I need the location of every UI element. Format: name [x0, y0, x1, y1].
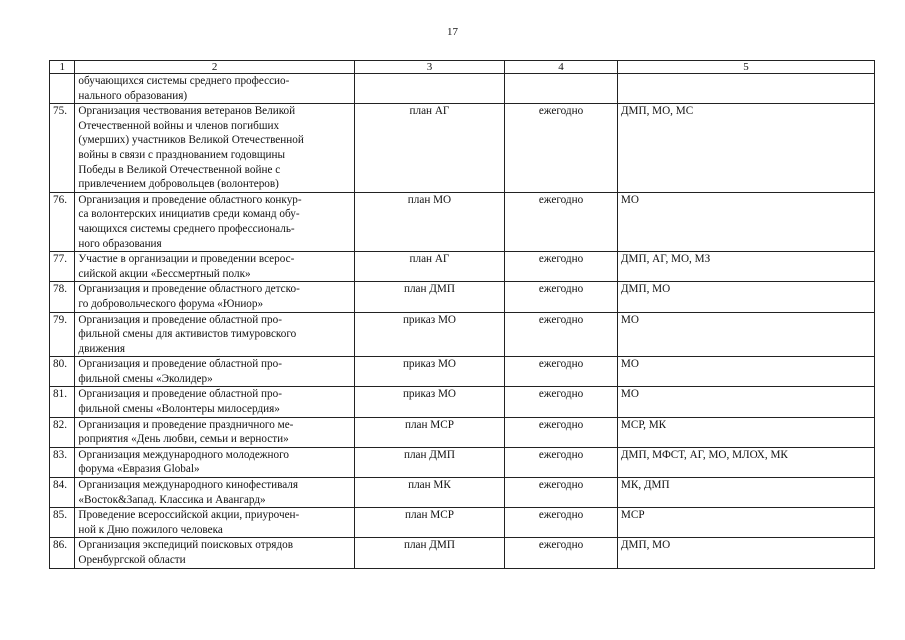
description-line: войны в связи с празднованием годовщины	[78, 148, 285, 161]
document-cell: план МК	[354, 478, 504, 508]
description-line: Оренбургской области	[78, 554, 186, 566]
column-number-header	[50, 61, 875, 74]
term-cell: ежегодно	[505, 282, 618, 312]
description-line: фильной смены «Волонтеры милосердия»	[78, 403, 280, 416]
executors-cell: ДМП, МФСТ, АГ, МО, МЛОХ, МК	[617, 447, 874, 477]
executors-cell: МСР	[617, 508, 874, 538]
row-number: 79.	[50, 312, 75, 357]
table-row	[50, 104, 875, 193]
description-line: Организация международного молодежного	[78, 448, 289, 461]
table-row	[50, 357, 875, 387]
table-row	[50, 312, 875, 357]
description-line: Организация и проведение праздничного ме-	[78, 418, 294, 431]
document-cell: план ДМП	[354, 282, 504, 312]
column-5-header: 5	[617, 61, 874, 74]
event-description	[75, 447, 354, 477]
event-description	[75, 538, 354, 568]
table-row	[50, 508, 875, 538]
event-description	[75, 357, 354, 387]
executors-cell: МК, ДМП	[617, 478, 874, 508]
description-line: ного образования	[78, 237, 162, 250]
table-row	[50, 252, 875, 282]
row-number: 84.	[50, 478, 75, 508]
description-line: Организация и проведение областного детско-	[78, 283, 300, 296]
description-line: чающихся системы среднего профессиональ-	[78, 222, 295, 235]
plan-table	[49, 60, 875, 569]
document-cell: приказ МО	[354, 387, 504, 417]
document-cell: план АГ	[354, 104, 504, 193]
event-description	[75, 312, 354, 357]
term-cell: ежегодно	[505, 417, 618, 447]
executors-cell: МО	[617, 387, 874, 417]
table-row	[50, 447, 875, 477]
executors-cell: МО	[617, 192, 874, 251]
table-row	[50, 192, 875, 251]
description-line: фильной смены для активистов тимуровского	[78, 328, 297, 341]
event-description	[75, 74, 354, 104]
row-number: 75.	[50, 104, 75, 193]
event-description	[75, 104, 354, 193]
table-row	[50, 387, 875, 417]
description-line: го добровольческого форума «Юниор»	[78, 297, 264, 310]
description-line: форума «Евразия Global»	[78, 463, 200, 476]
term-cell: ежегодно	[505, 312, 618, 357]
term-cell: ежегодно	[505, 252, 618, 282]
event-description	[75, 387, 354, 417]
column-3-header: 3	[354, 61, 504, 74]
document-cell: план МСР	[354, 508, 504, 538]
document-cell: план МО	[354, 192, 504, 251]
description-line: Организация и проведение областной про-	[78, 313, 282, 326]
description-line: Победы в Великой Отечественной войне с	[78, 163, 281, 176]
row-number	[50, 74, 75, 104]
description-line: нального образования)	[78, 89, 188, 102]
description-line: Организация международного кинофестиваля	[78, 479, 299, 492]
term-cell: ежегодно	[505, 387, 618, 417]
description-line: Организация и проведение областного конкур-	[78, 193, 302, 206]
document-cell: приказ МО	[354, 357, 504, 387]
executors-cell: ДМП, МО, МС	[617, 104, 874, 193]
description-line: (умерших) участников Великой Отечественной	[78, 134, 304, 147]
executors-cell: МСР, МК	[617, 417, 874, 447]
description-line: Организация и проведение областной про-	[78, 358, 282, 371]
term-cell: ежегодно	[505, 478, 618, 508]
table-row	[50, 417, 875, 447]
term-cell: ежегодно	[505, 538, 618, 568]
row-number: 83.	[50, 447, 75, 477]
document-cell: план АГ	[354, 252, 504, 282]
column-1-header: 1	[50, 61, 75, 74]
column-4-header: 4	[505, 61, 618, 74]
row-number: 78.	[50, 282, 75, 312]
executors-cell	[617, 74, 874, 104]
term-cell: ежегодно	[505, 104, 618, 193]
document-cell	[354, 74, 504, 104]
row-number: 77.	[50, 252, 75, 282]
description-line: движения	[78, 342, 126, 355]
term-cell: ежегодно	[505, 447, 618, 477]
description-line: Организация и проведение областной про-	[78, 388, 282, 401]
column-2-header: 2	[75, 61, 354, 74]
description-line: Организация экспедиций поисковых отрядов	[78, 539, 294, 552]
description-line: фильной смены «Эколидер»	[78, 372, 213, 385]
row-number: 81.	[50, 387, 75, 417]
row-number: 76.	[50, 192, 75, 251]
page-number: 17	[447, 26, 458, 38]
table-row	[50, 538, 875, 568]
event-description	[75, 478, 354, 508]
table-row	[50, 282, 875, 312]
document-cell: приказ МО	[354, 312, 504, 357]
event-description	[75, 508, 354, 538]
document-cell: план ДМП	[354, 538, 504, 568]
event-description	[75, 192, 354, 251]
executors-cell: МО	[617, 312, 874, 357]
event-description	[75, 252, 354, 282]
term-cell	[505, 74, 618, 104]
event-description	[75, 282, 354, 312]
document-cell: план ДМП	[354, 447, 504, 477]
executors-cell: ДМП, МО	[617, 282, 874, 312]
document-cell: план МСР	[354, 417, 504, 447]
executors-cell: ДМП, МО	[617, 538, 874, 568]
description-line: сийской акции «Бессмертный полк»	[78, 267, 251, 280]
description-line: привлечением добровольцев (волонтеров)	[78, 178, 279, 191]
description-line: Проведение всероссийской акции, приурочен-	[78, 509, 300, 522]
term-cell: ежегодно	[505, 192, 618, 251]
continuation-row	[50, 74, 875, 104]
row-number: 86.	[50, 538, 75, 568]
description-line: Участие в организации и проведении всерос-	[78, 253, 295, 266]
term-cell: ежегодно	[505, 357, 618, 387]
event-description	[75, 417, 354, 447]
description-line: обучающихся системы среднего профессио-	[78, 75, 290, 87]
description-line: ной к Дню пожилого человека	[78, 523, 223, 536]
table-row	[50, 478, 875, 508]
row-number: 82.	[50, 417, 75, 447]
row-number: 80.	[50, 357, 75, 387]
description-line: Организация чествования ветеранов Великой	[78, 105, 296, 118]
row-number: 85.	[50, 508, 75, 538]
description-line: «Восток&Запад. Классика и Авангард»	[78, 493, 266, 506]
description-line: Отечественной войны и членов погибших	[78, 119, 280, 132]
executors-cell: МО	[617, 357, 874, 387]
executors-cell: ДМП, АГ, МО, МЗ	[617, 252, 874, 282]
description-line: роприятия «День любви, семьи и верности»	[78, 433, 289, 446]
description-line: са волонтерских инициатив среди команд обу-	[78, 208, 300, 221]
term-cell: ежегодно	[505, 508, 618, 538]
